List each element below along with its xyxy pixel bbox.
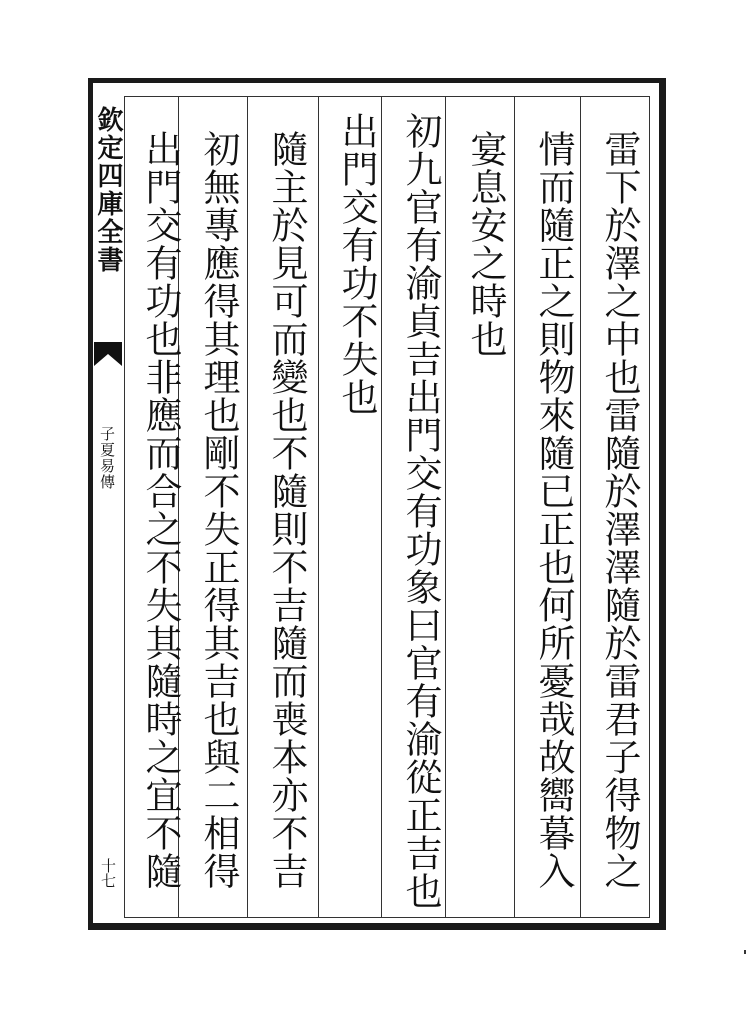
collection-title: 欽定四庫全書 — [93, 106, 123, 274]
text-column-3: 宴息安之時也 — [464, 130, 507, 358]
center-fold — [92, 96, 124, 918]
book-title: 子夏易傳 — [98, 426, 116, 490]
text-column-5: 出門交有功不失也 — [335, 112, 378, 416]
text-column-2: 情而隨正之則物來隨已正也何所憂哉故嚮暮入 — [532, 130, 575, 890]
fishtail-mark-icon — [92, 340, 124, 370]
text-column-4: 初九官有渝貞吉出門交有功象曰官有渝從正吉也 — [399, 112, 442, 910]
column-rule — [318, 96, 319, 918]
text-column-7: 初無專應得其理也剛不失正得其吉也與二相得 — [197, 130, 240, 890]
scan-speck — [744, 950, 746, 954]
column-rule — [514, 96, 515, 918]
column-rule — [247, 96, 248, 918]
text-column-1: 雷下於澤之中也雷隨於澤澤隨於雷君子得物之 — [598, 130, 641, 890]
text-column-8: 出門交有功也非應而合之不失其隨時之宜不隨 — [139, 130, 182, 890]
page-number: 十七 — [99, 858, 117, 888]
text-column-6: 隨主於見可而變也不隨則不吉隨而喪本亦不吉 — [265, 130, 308, 890]
